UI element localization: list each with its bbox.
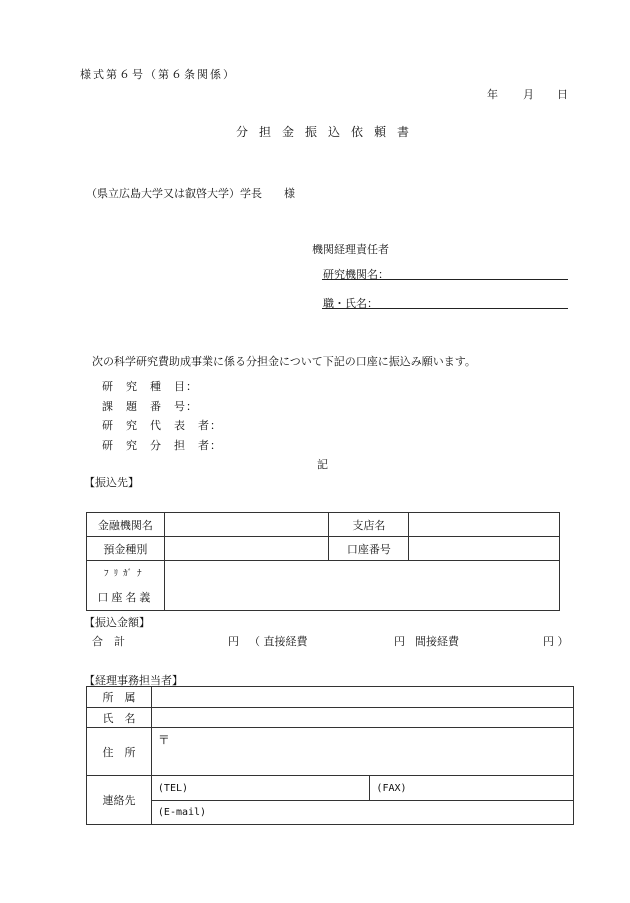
- table-row: [87, 776, 574, 801]
- position-name-underline: [322, 308, 568, 309]
- postal-mark: 〒: [157, 733, 170, 747]
- institution-underline: [322, 279, 568, 280]
- account-name-label: 口座名義: [97, 590, 154, 604]
- affiliation-label: 所 属: [87, 687, 152, 708]
- institution-label: 研究機関名：: [323, 268, 389, 281]
- table-row: [87, 708, 574, 728]
- date-year-label: 年: [487, 88, 498, 101]
- position-name-label: 職・氏名：: [323, 297, 378, 310]
- address-label: 住 所: [87, 728, 152, 776]
- co-investigator-label: 研 究 分 担 者：: [102, 439, 222, 452]
- total-yen-label: 円: [228, 635, 239, 648]
- furigana-label: ﾌﾘｶﾞﾅ: [104, 568, 147, 579]
- branch-label: 支店名: [329, 513, 409, 537]
- direct-cost-label: （ 直接経費: [249, 635, 308, 648]
- account-number-label: 口座番号: [329, 537, 409, 561]
- address-field[interactable]: [151, 728, 573, 776]
- tel-field[interactable]: [151, 776, 370, 801]
- fax-field[interactable]: [370, 776, 574, 801]
- contact-section-heading: 【経理事務担当者】: [84, 674, 183, 687]
- account-number-field[interactable]: [409, 537, 560, 561]
- research-type-label: 研 究 種 目：: [102, 380, 198, 393]
- bank-name-label: 金融機関名: [87, 513, 165, 537]
- table-row: [87, 687, 574, 708]
- contact-name-field[interactable]: [151, 708, 573, 728]
- table-row: [87, 728, 574, 776]
- account-name-label-cell: [87, 561, 165, 611]
- addressee: （県立広島大学又は叡啓大学）学長 様: [86, 187, 295, 200]
- requester-heading: 機関経理責任者: [312, 243, 389, 256]
- bank-table: [86, 512, 560, 611]
- table-row: [87, 513, 560, 537]
- email-label: (E-mail): [157, 807, 207, 818]
- table-row: [87, 561, 560, 611]
- indirect-cost-label: 間接経費: [415, 635, 459, 648]
- date-month-label: 月: [523, 88, 534, 101]
- principal-investigator-label: 研 究 代 表 者：: [102, 419, 222, 432]
- request-text: 次の科学研究費助成事業に係る分担金について下記の口座に振込み願います。: [92, 355, 476, 368]
- tel-label: (TEL): [157, 782, 189, 794]
- project-number-label: 課 題 番 号：: [102, 400, 198, 413]
- ki-label: 記: [317, 458, 328, 471]
- indirect-yen-label: 円 ）: [543, 635, 569, 648]
- bank-section-heading: 【振込先】: [84, 476, 139, 489]
- document-title: 分担金振込依頼書: [236, 125, 421, 139]
- direct-yen-label: 円: [394, 635, 405, 648]
- deposit-type-field[interactable]: [164, 537, 329, 561]
- fax-label: (FAX): [376, 782, 407, 794]
- amount-section-heading: 【振込金額】: [84, 616, 150, 629]
- form-number: 様式第６号（第６条関係）: [80, 68, 236, 81]
- date-day-label: 日: [557, 88, 568, 101]
- total-label: 合 計: [92, 635, 125, 648]
- table-row: [87, 801, 574, 825]
- contact-table: [86, 686, 574, 825]
- branch-field[interactable]: [409, 513, 560, 537]
- email-field[interactable]: [151, 801, 573, 825]
- deposit-type-label: 預金種別: [87, 537, 165, 561]
- bank-name-field[interactable]: [164, 513, 329, 537]
- contact-info-label: 連絡先: [87, 776, 152, 825]
- account-name-field[interactable]: [164, 561, 559, 611]
- affiliation-field[interactable]: [151, 687, 573, 708]
- table-row: [87, 537, 560, 561]
- contact-name-label: 氏 名: [87, 708, 152, 728]
